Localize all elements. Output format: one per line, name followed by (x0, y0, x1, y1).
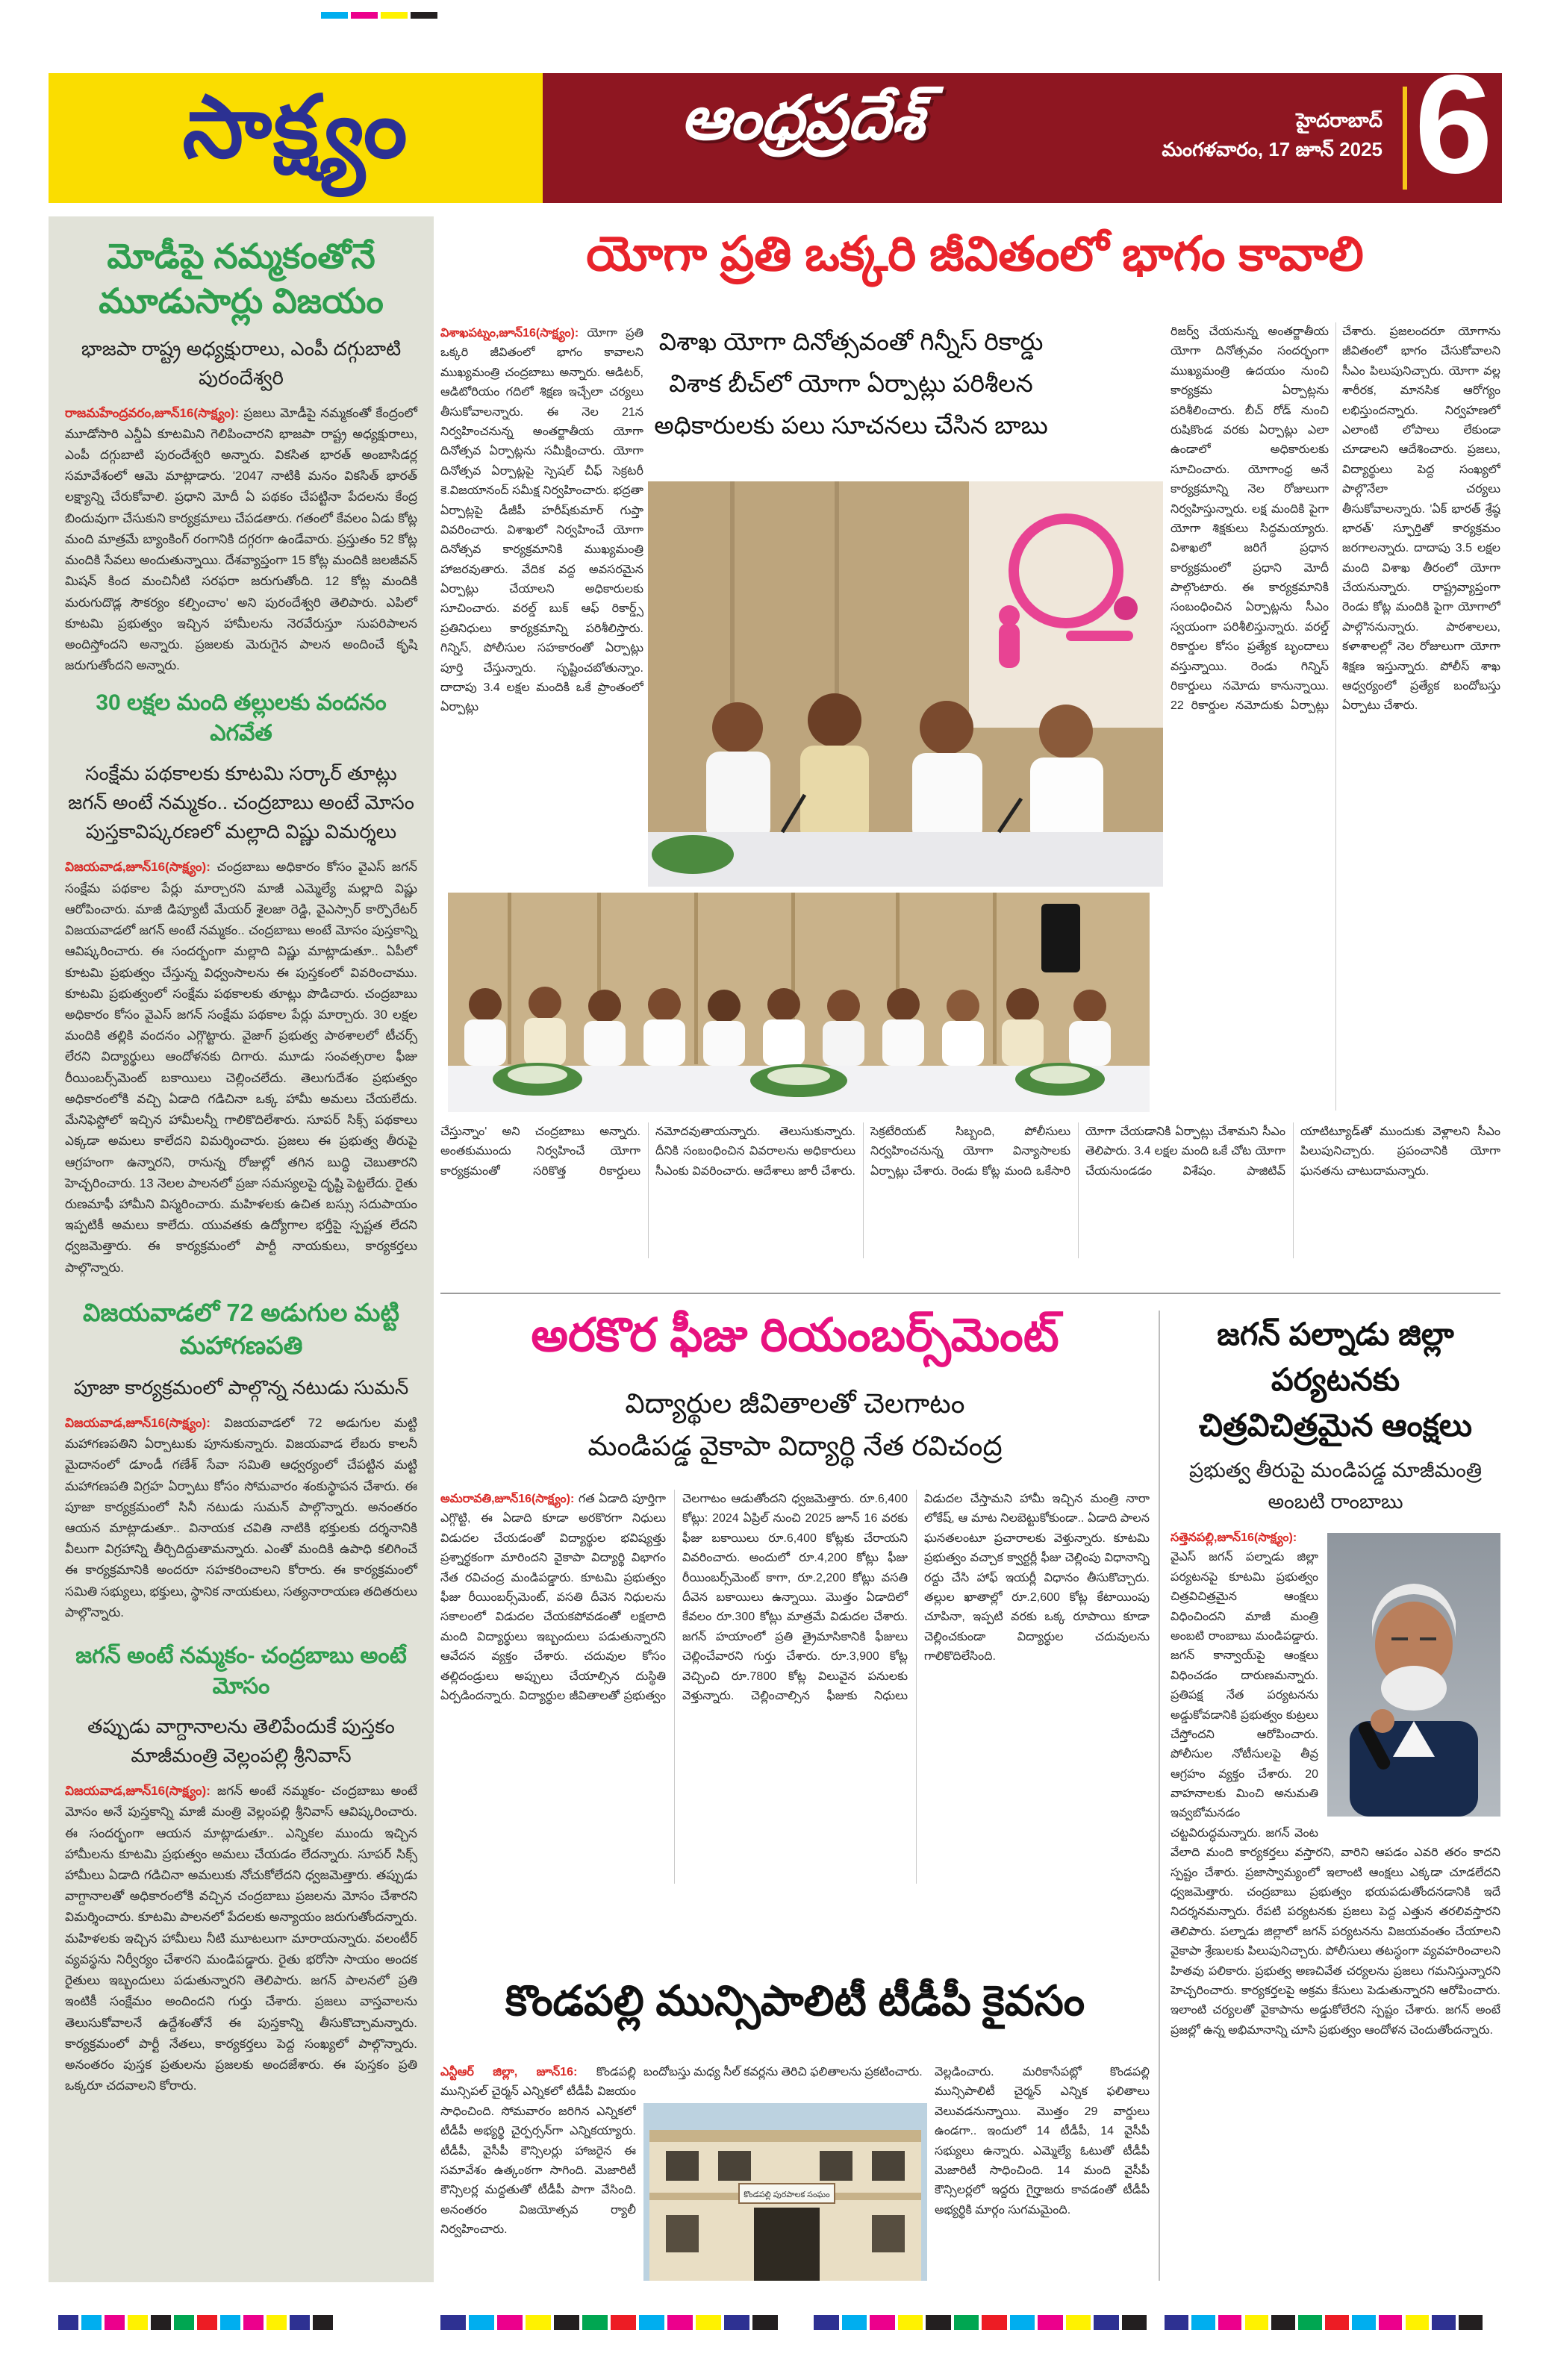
color-bar-segment (321, 12, 348, 19)
newspaper-logo: సాక్ష్యం (182, 78, 409, 175)
color-bar-segment (870, 2315, 895, 2330)
registration-bar-group (440, 2315, 781, 2330)
color-bar-segment (1459, 2315, 1483, 2330)
dateline: విశాఖపట్నం,జూన్16(సాక్ష్యం): (440, 327, 579, 340)
color-bar-segment (1379, 2315, 1403, 2330)
top-registration-marks (321, 12, 440, 19)
edition-date: మంగళవారం, 17 జూన్ 2025 (1162, 138, 1383, 160)
registration-bar-group (1165, 2315, 1486, 2330)
page-number: 6 (1415, 46, 1493, 202)
left-article1-body: రాజమహేంద్రవరం,జూన్16(సాక్ష్యం): ప్రజలు మోడీపై నమ్మకంతో కేంద్రంలో మూడోసారి ఎన్డీఏ కూటమిని గెలిపించారని భాజపా రాష్ట్ర అధ్యక్షురాలు, ఎంపీ దగ్గుబాటి పురందేశ్వరి అన్నారు. వికసిత భారత్ అంబాసిడర్ల సమావేశంలో ఆమె మాట్లాడారు. '2047 నాటికి మనం వికసిత్ భారత్ లక్ష్యాన్ని చేరుకోవాలి. ప్రధాని మోదీ ఏ పథకం చేపట్టినా పేదలను కేంద్ర బిందువుగా చేసుకుని కార్యక్రమాలు చేపడతారు. గతంలో కేవలం ఏడు కోట్ల మంది మాత్రమే బ్యాంకింగ్ రంగానికి దగ్గరగా ఉండేవారు. ప్రస్తుతం 52 కోట్ల మందికి సేవలు అందుతున్నాయి. దేశవ్యాప్తంగా 15 కోట్ల మందికి జలజీవన్ మిషన్ కింద మంచినీటి సరఫరా జరుగుతోంది. 12 కోట్ల మందికి మరుగుదొడ్ల సౌకర్యం కల్పించాం' అని పురందేశ్వరి తెలిపారు. ఎపిలో కూటమి ప్రభుత్వం ఇచ్చిన హామీలను నెరవేరుస్తూ సుపరిపాలన అందిస్తోందని అన్నారు. ప్రజలకు మెరుగైన పాలన అందించే కృషి జరుగుతోందని అన్నారు. (65, 405, 417, 673)
dateline: అమరావతి,జూన్16(సాక్ష్యం): (440, 1493, 575, 1505)
meeting-photo-illustration (648, 481, 1163, 887)
left-article2-subhead: పూజా కార్యక్రమంలో పాల్గొన్న నటుడు సుమన్ (73, 1375, 409, 1399)
dateline: ఎన్టీఆర్ జిల్లా, జూన్16: (440, 2066, 578, 2078)
color-bar-segment (351, 12, 378, 19)
conference-photo-illustration (448, 893, 1150, 1112)
left-article1-subhead2: సంక్షేమ పథకాలకు కూటమి సర్కార్ తూట్లు జగన్ అంటే నమ్మకం.. చంద్రబాబు అంటే మోసం పుస్తకావిష్కరణలో మల్లాది విష్ణు విమర్శలు (68, 762, 414, 843)
dateline: విజయవాడ,జూన్16(సాక్ష్యం): (65, 860, 211, 875)
color-bar-segment (926, 2315, 951, 2330)
color-bar-segment (526, 2315, 551, 2330)
masthead-logo-panel (49, 73, 543, 203)
color-bar-segment (954, 2315, 979, 2330)
left-article2-headline: విజయవాడలో 72 అడుగుల మట్టి మహాగణపతి (83, 1298, 399, 1360)
color-bar-segment (243, 2315, 264, 2330)
left-article2-body: విజయవాడ,జూన్16(సాక్ష్యం): విజయవాడలో 72 అడుగుల మట్టి మహాగణపతిని ఏర్పాటుకు పూనుకున్నారు. విజయవాడ లేబరు కాలనీ మైదానంలో డూండీ గణేశ్ సేవా సమితి ఆధ్వర్యంలో చేపట్టిన మట్టి మహాగణపతి విగ్రహ ఏర్పాటు కోసం సోమవారం శంకుస్థాపన చేశారు. ఈ పూజా కార్యక్రమంలో సినీ నటుడు సుమన్ పాల్గొన్నారు. అనంతరం ఆయన మాట్లాడుతూ.. వినాయక చవితి నాటికి భక్తులకు దర్శనానికి వీలుగా విగ్రహాన్ని తీర్చిదిద్దుతామన్నారు. ఎంతో మందికి ఉపాధి కలిగించే ఈ కార్యక్రమానికి అందరూ సహకరించాలని కోరారు. ఈ కార్యక్రమంలో సమితి సభ్యులు, భక్తులు, స్థానిక నాయకులు, సత్యనారాయణ తదితరులు పాల్గొన్నారు. (65, 1415, 417, 1620)
jagan-article-headline: జగన్ పల్నాడు జిల్లా పర్యటనకు చిత్రవిచిత్రమైన ఆంక్షలు (1198, 1317, 1473, 1443)
color-bar-segment (174, 2315, 194, 2330)
registration-bar-group (58, 2315, 336, 2330)
color-bar-segment (1191, 2315, 1215, 2330)
jagan-article-subhead: ప్రభుత్వ తీరుపై మండిపడ్డ మాజీమంత్రి అంబటి రాంబాబు (1189, 1459, 1482, 1513)
color-bar-segment (1010, 2315, 1035, 2330)
color-bar-segment (898, 2315, 923, 2330)
dateline: విజయవాడ,జూన్16(సాక్ష్యం): (65, 1415, 211, 1430)
color-bar-segment (1271, 2315, 1295, 2330)
color-bar-segment (1245, 2315, 1269, 2330)
color-bar-segment (411, 12, 437, 19)
jagan-article-body: సత్తెనపల్లి,జూన్16(సాక్ష్యం): వైఎస్ జగన్ పల్నాడు జిల్లా పర్యటనపై కూటమి ప్రభుత్వం చిత్రవిచిత్రమైన ఆంక్షలు విధించిందని మాజీ మంత్రి అంబటి రాంబాబు మండిపడ్డారు. జగన్ కాన్వాయ్‌పై ఆంక్షలు విధించడం దారుణమన్నారు. ప్రతిపక్ష నేత పర్యటనను అడ్డుకోవడానికి ప్రభుత్వం కుట్రలు చేస్తోందని ఆరోపించారు. పోలీసుల నోటీసులపై తీవ్ర ఆగ్రహం వ్యక్తం చేశారు. 20 వాహనాలకు మించి అనుమతి ఇవ్వబోమనడం చట్టవిరుద్ధమన్నారు. జగన్ వెంట వేలాది మంది కార్యకర్తలు వస్తారని, వారిని ఆపడం ఎవరి తరం కాదని స్పష్టం చేశారు. ప్రజాస్వామ్యంలో ఇలాంటి ఆంక్షలు ఎక్కడా చూడలేదని ధ్వజమెత్తారు. చంద్రబాబు ప్రభుత్వం భయపడుతోందనడానికి ఇదే నిదర్శనమన్నారు. రేపటి పర్యటనకు ప్రజలు పెద్ద ఎత్తున తరలివస్తారని తెలిపారు. పల్నాడు జిల్లాలో జగన్ పర్యటనను విజయవంతం చేయాలని వైకాపా శ్రేణులకు పిలుపునిచ్చారు. పోలీసులు తటస్థంగా వ్యవహరించాలని హితవు పలికారు. ప్రభుత్వ అణచివేత చర్యలను ప్రజలు గమనిస్తున్నారని హెచ్చరించారు. కార్యకర్తలపై అక్రమ కేసులు పెడుతున్నారని ఆరోపించారు. ఇలాంటి చర్యలతో వైకాపాను అడ్డుకోలేరని స్పష్టం చేశారు. జగన్ అంటే ప్రజల్లో ఉన్న అభిమానాన్ని చూసి ప్రభుత్వం ఆందోళన చెందుతోందన్నారు. (1171, 1531, 1500, 2037)
left-article3-body: విజయవాడ,జూన్16(సాక్ష్యం): జగన్ అంటే నమ్మకం- చంద్రబాబు అంటే మోసం అనే పుస్తకాన్ని మాజీ మంత్రి వెల్లంపల్లి శ్రీనివాస్ ఆవిష్కరించారు. ఈ సందర్భంగా ఆయన మాట్లాడుతూ.. ఎన్నికల ముందు ఇచ్చిన హామీలను కూటమి ప్రభుత్వం అమలు చేయడం లేదన్నారు. సూపర్ సిక్స్ హామీలు ఏడాది గడిచినా అమలుకు నోచుకోలేదని ధ్వజమెత్తారు. తప్పుడు వాగ్దానాలతో అధికారంలోకి వచ్చిన చంద్రబాబు ప్రజలను మోసం చేశారని విమర్శించారు. కూటమి పాలనలో పేదలకు అన్యాయం జరుగుతోందన్నారు. మహిళలకు ఇచ్చిన హామీలు నీటి మూటలుగా మారాయన్నారు. వలంటీర్ వ్యవస్థను నిర్వీర్యం చేశారని మండిపడ్డారు. రైతు భరోసా సాయం అందక రైతులు ఇబ్బందులు పడుతున్నారని తెలిపారు. జగన్ పాలనలో ప్రతి ఇంటికీ సంక్షేమం అందిందని గుర్తు చేశారు. ప్రజలు వాస్తవాలను తెలుసుకోవాలనే ఉద్దేశంతోనే ఈ పుస్తకాన్ని తీసుకొచ్చామన్నారు. కార్యక్రమంలో పార్టీ నేతలు, కార్యకర్తలు పెద్ద సంఖ్యలో పాల్గొన్నారు. అనంతరం పుస్తక ప్రతులను ప్రజలకు అందజేశారు. ఈ పుస్తకం ప్రతి ఒక్కరూ చదవాలని కోరారు. (65, 1784, 417, 2093)
color-bar-segment (1165, 2315, 1188, 2330)
color-bar-segment (639, 2315, 664, 2330)
color-bar-segment (151, 2315, 171, 2330)
color-bar-segment (266, 2315, 287, 2330)
yoga-article-deck: విశాఖ యోగా దినోత్సవంతో గిన్నీస్ రికార్డు విశాక బీచ్‌లో యోగా ఏర్పాట్లు పరిశీలన అధికారులకు పలు సూచనలు చేసిన బాబు (654, 328, 1048, 440)
horizontal-divider (440, 1293, 1500, 1294)
color-bar-segment (58, 2315, 78, 2330)
color-bar-segment (1298, 2315, 1322, 2330)
color-bar-segment (81, 2315, 102, 2330)
color-bar-segment (1325, 2315, 1349, 2330)
photo-conference-wide (448, 893, 1150, 1112)
color-bar-segment (1122, 2315, 1147, 2330)
color-bar-segment (582, 2315, 608, 2330)
yoga-article-right-columns: రిజర్వ్ చేయనున్న అంతర్జాతీయ యోగా దినోత్సవం సందర్భంగా ముఖ్యమంత్రి ఉదయం నుంచి కార్యక్రమ ఏర్పాట్లను పరిశీలించారు. బీచ్ రోడ్ నుంచి రుషికొండ వరకు ఏర్పాట్లు ఎలా ఉండాలో అధికారులకు సూచించారు. యోగాంధ్ర అనే కార్యక్రమాన్ని నెల రోజులుగా నిర్వహిస్తున్నారు. లక్ష మందికి పైగా యోగా శిక్షకులు సిద్ధమయ్యారు. విశాఖలో జరిగే ప్రధాన కార్యక్రమంలో ప్రధాని మోదీ పాల్గొంటారు. ఈ కార్యక్రమానికి సంబంధించిన ఏర్పాట్లను సీఎం స్వయంగా పరిశీలిస్తున్నారు. వరల్డ్ రికార్డుల కోసం ప్రత్యేక బృందాలు వస్తున్నాయి. రెండు గిన్నిస్ రికార్డులు నమోదు కానున్నాయి. 22 రికార్డుల నమోదుకు ఏర్పాట్లు చేశారు. ప్రజలందరూ యోగాను జీవితంలో భాగం చేసుకోవాలని సీఎం పిలుపునిచ్చారు. యోగా వల్ల శారీరక, మానసిక ఆరోగ్యం లభిస్తుందన్నారు. నిర్వహణలో ఎలాంటి లోపాలు లేకుండా చూడాలని ఆదేశించారు. ప్రజలు, విద్యార్థులు పెద్ద సంఖ్యలో పాల్గొనేలా చర్యలు తీసుకోవాలన్నారు. 'ఏక్ భారత్ శ్రేష్ఠ భారత్' స్ఫూర్తితో కార్యక్రమం జరగాలన్నారు. దాదాపు 3.5 లక్షల మంది విశాఖ తీరంలో యోగా చేయనున్నారు. రాష్ట్రవ్యాప్తంగా రెండు కోట్ల మందికి పైగా యోగాలో పాల్గొననున్నారు. పాఠశాలలు, కళాశాలల్లో నెల రోజులుగా యోగా శిక్షణ ఇస్తున్నారు. పోలీస్ శాఖ ఆధ్వర్యంలో ప్రత్యేక బందోబస్తు ఏర్పాటు చేశారు. (1171, 325, 1500, 713)
left-article3-subhead: తప్పుడు వాగ్దానాలను తెలిపేందుకే పుస్తకం మాజీమంత్రి వెల్లంపల్లి శ్రీనివాస్ (87, 1715, 395, 1767)
color-bar-segment (1432, 2315, 1456, 2330)
left-article1-headline: మోడీపై నమ్మకంతోనే మూడుసార్లు విజయం (99, 237, 384, 320)
color-bar-segment (497, 2315, 523, 2330)
color-bar-segment (105, 2315, 125, 2330)
color-bar-segment (313, 2315, 333, 2330)
color-bar-segment (554, 2315, 579, 2330)
dateline: సత్తెనపల్లి,జూన్16(సాక్ష్యం): (1171, 1531, 1297, 1544)
masthead-section-banner (543, 46, 1502, 203)
color-bar-segment (290, 2315, 310, 2330)
color-bar-segment (1218, 2315, 1242, 2330)
left-article3-crosshead: జగన్ అంటే నమ్మకం- చంద్రబాబు అంటే మోసం (75, 1643, 407, 1699)
color-bar-segment (1038, 2315, 1063, 2330)
color-bar-segment (752, 2315, 778, 2330)
color-bar-segment (1066, 2315, 1091, 2330)
building-photo-illustration (643, 2103, 927, 2281)
color-bar-segment (724, 2315, 749, 2330)
fee-article-headline: అరకొర ఫీజు రియంబర్స్‌మెంట్ (531, 1310, 1059, 1361)
color-bar-segment (667, 2315, 693, 2330)
dateline: రాజమహేంద్రవరం,జూన్16(సాక్ష్యం): (65, 405, 240, 420)
speaker-photo-illustration (1327, 1533, 1500, 1817)
color-bar-segment (197, 2315, 217, 2330)
edition-dateline (1136, 106, 1383, 164)
registration-bar-group (814, 2315, 1150, 2330)
kondapalli-col3: వెల్లడించారు. మరికాసేపట్లో కొండపల్లి మున్సిపాలిటీ చైర్మన్ ఎన్నిక ఫలితాలు వెలువడనున్నాయి. మొత్తం 29 వార్డులు ఉండగా.. ఇందులో 14 టీడీపీ, 14 వైసీపీ సభ్యులు ఉన్నారు. ఎమ్మెల్యే ఓటుతో టీడీపీ మెజారిటీ సాధించింది. 14 మంది వైసీపీ కౌన్సిలర్లలో ఇద్దరు గైర్హాజరు కావడంతో టీడీపీ అభ్యర్థికి మార్గం సుగమమైంది. (935, 2066, 1150, 2217)
color-bar-segment (381, 12, 408, 19)
yoga-article-bottom-columns: చేస్తున్నాం' అని చంద్రబాబు అన్నారు. అంతకుముందు నిర్వహించే యోగా కార్యక్రమంతో సరికొత్త రికార్డులు నమోదవుతాయన్నారు. తెలుసుకున్నారు. దీనికి సంబంధించిన వివరాలను అధికారులు సీఎంకు వివరించారు. ఆదేశాలు జారీ చేశారు. సెక్రటేరియట్ సిబ్బంది, పోలీసులు నిర్వహించనున్న యోగా విన్యాసాలకు ఏర్పాట్లు చేశారు. రెండు కోట్ల మంది ఒకేసారి యోగా చేయడానికి ఏర్పాట్లు చేశామని సీఎం తెలిపారు. 3.4 లక్షల మంది ఒకే చోట యోగా చేయనుండడం విశేషం. పాజిటివ్ యాటిట్యూడ్‌తో ముందుకు వెళ్లాలని సీఎం పిలుపునిచ్చారు. ప్రపంచానికి యోగా ఘనతను చాటుదామన్నారు. (440, 1125, 1500, 1178)
color-bar-segment (1352, 2315, 1376, 2330)
color-bar-segment (611, 2315, 636, 2330)
yoga-article-col1: విశాఖపట్నం,జూన్16(సాక్ష్యం): యోగా ప్రతి ఒక్కరి జీవితంలో భాగం కావాలని ముఖ్యమంత్రి చంద్రబాబు అన్నారు. ఆడిటర్, ఆడిటోరియం గదిలో శిక్షణ ఇచ్చేలా చర్యలు తీసుకోవాలన్నారు. ఈ నెల 21న నిర్వహించనున్న అంతర్జాతీయ యోగా దినోత్సవ ఏర్పాట్లను సమీక్షించారు. యోగా దినోత్సవ ఏర్పాట్లపై స్పెషల్ చీఫ్ సెక్రటరీ కె.విజయానంద్ సమీక్ష నిర్వహించారు. భద్రతా ఏర్పాట్లపై డీజీపీ హరీష్‌కుమార్ గుప్తా వివరించారు. విశాఖలో నిర్వహించే యోగా దినోత్సవ కార్యక్రమానికి ముఖ్యమంత్రి హాజరవుతారు. వేదిక వద్ద అవసరమైన ఏర్పాట్లు చేయాలని అధికారులకు సూచించారు. వరల్డ్ బుక్ ఆఫ్ రికార్డ్స్ ప్రతినిధులు కార్యక్రమాన్ని పరిశీలిస్తారు. గిన్నిస్, పోలీసుల సహకారంతో ఏర్పాట్లు పూర్తి చేస్తున్నారు. సృష్టించబోతున్నాం. దాదాపు 3.4 లక్షల మందికి ఒకే ప్రాంతంలో ఏర్పాట్లు (440, 327, 643, 714)
color-bar-segment (128, 2315, 148, 2330)
section-title: ఆంధ్రప్రదేశ్ (681, 84, 925, 152)
color-bar-segment (440, 2315, 466, 2330)
color-bar-segment (469, 2315, 494, 2330)
page-number-divider (1403, 87, 1407, 190)
color-bar-segment (1406, 2315, 1430, 2330)
edition-city: హైదరాబాద్ (1296, 109, 1383, 131)
yoga-article-headline: యోగా ప్రతి ఒక్కరి జీవితంలో భాగం కావాలి (586, 227, 1364, 281)
color-bar-segment (696, 2315, 721, 2330)
photo-yoga-review-meeting (648, 481, 1163, 887)
kondapalli-headline: కొండపల్లి మున్సిపాలిటీ టీడీపీ కైవసం (505, 1977, 1085, 2024)
vertical-divider (1159, 1311, 1160, 2281)
kondapalli-col1: ఎన్టీఆర్ జిల్లా, జూన్16: కొండపల్లి మున్సిపల్ చైర్మన్ ఎన్నికలో టీడీపీ విజయం సాధించింది. సోమవారం జరిగిన ఎన్నికలో టీడీపీ అభ్యర్థి చైర్పర్సన్‌గా ఎన్నికయ్యారు. టీడీపీ, వైసీపీ కౌన్సిలర్లు హాజరైన ఈ సమావేశం ఉత్కంఠగా సాగింది. మెజారిటీ కౌన్సిలర్ల మద్దతుతో టీడీపీ పాగా వేసింది. అనంతరం విజయోత్సవ ర్యాలీ నిర్వహించారు. (440, 2066, 636, 2237)
color-bar-segment (814, 2315, 839, 2330)
photo-municipal-building (643, 2103, 927, 2281)
left-article1-subhead: భాజపా రాష్ట్ర అధ్యక్షురాలు, ఎంపీ దగ్గుబాటి పురందేశ్వరి (81, 337, 402, 389)
dateline: విజయవాడ,జూన్16(సాక్ష్యం): (65, 1784, 211, 1799)
color-bar-segment (220, 2315, 240, 2330)
bottom-registration-bars (0, 2315, 1543, 2330)
color-bar-segment (842, 2315, 867, 2330)
fee-article-body: అమరావతి,జూన్16(సాక్ష్యం): గత ఏడాది పూర్తిగా ఎగ్గొట్టి, ఈ ఏడాది కూడా అరకొరగా నిధులు విడుదల చేయడంతో విద్యార్థుల భవిష్యత్తు ప్రశ్నార్థకంగా మారిందని వైకాపా విద్యార్థి విభాగం నేత రవిచంద్ర మండిపడ్డారు. కూటమి ప్రభుత్వం ఫీజు రీయింబర్స్‌మెంట్, వసతి దీవెన నిధులను సకాలంలో విడుదల చేయకపోవడంతో లక్షలాది మంది విద్యార్థులు ఇబ్బందులు పడుతున్నారని ఆవేదన వ్యక్తం చేశారు. చదువుల కోసం తల్లిదండ్రులు అప్పులు చేయాల్సిన దుస్థితి ఏర్పడిందన్నారు. విద్యార్థుల జీవితాలతో ప్రభుత్వం చెలగాటం ఆడుతోందని ధ్వజమెత్తారు. రూ.6,400 కోట్లు: 2024 ఏప్రిల్ నుంచి 2025 జూన్ 16 వరకు ఫీజు బకాయిలు రూ.6,400 కోట్లకు చేరాయని వివరించారు. అందులో రూ.4,200 కోట్లు ఫీజు రీయింబర్స్‌మెంట్ కాగా, రూ.2,200 కోట్లు వసతి దీవెన బకాయిలు ఉన్నాయి. మొత్తం ఏడాదిలో కేవలం రూ.300 కోట్లు మాత్రమే విడుదల చేశారు. జగన్ హయాంలో ప్రతి త్రైమాసికానికి ఫీజులు చెల్లించేవారని గుర్తు చేశారు. రూ.3,900 కోట్ల వెచ్చించి రూ.7800 కోట్ల విలువైన పనులకు వెళ్తున్నారు. చెల్లించాల్సిన ఫీజుకు నిధులు విడుదల చేస్తామని హామీ ఇచ్చిన మంత్రి నారా లోకేష్, ఆ మాట నిలబెట్టుకోకుండా.. ఏడాది పాలన ఘనతలంటూ ప్రచారాలకు వెళ్తున్నారు. కూటమి ప్రభుత్వం వచ్చాక క్వార్టర్లీ ఫీజు చెల్లింపు విధానాన్ని రద్దు చేసి హాఫ్ ఇయర్లీ విధానం తీసుకొచ్చారు. తల్లుల ఖాతాల్లో రూ.2,600 కోట్ల కేటాయింపు చూపినా, ఇప్పటి వరకు ఒక్క రూపాయి కూడా చెల్లించకుండా విద్యార్థుల చదువులను గాలికొదిలేసింది. (440, 1493, 1150, 1702)
building-sign-text: కొండపల్లి పురపాలక సంఘం (744, 2190, 830, 2199)
fee-article-deck: విద్యార్థుల జీవితాలతో చెలగాటం మండిపడ్డ వైకాపా విద్యార్థి నేత రవిచంద్ర (587, 1388, 1003, 1462)
color-bar-segment (982, 2315, 1007, 2330)
kondapalli-col2: బందోబస్తు మధ్య సీల్ కవర్లను తెరిచి ఫలితాలను ప్రకటించారు. (643, 2066, 923, 2078)
left-column (49, 216, 434, 2282)
color-bar-segment (1094, 2315, 1119, 2330)
photo-ambati-rambabu (1327, 1533, 1500, 1817)
left-article1-crosshead: 30 లక్షల మంది తల్లులకు వందనం ఎగవేత (96, 690, 387, 746)
left-article1-body2: విజయవాడ,జూన్16(సాక్ష్యం): చంద్రబాబు అధికారం కోసం వైఎస్ జగన్ సంక్షేమ పథకాల పేర్లు మార్చారని మాజీ ఎమ్మెల్యే మల్లాది విష్ణు ఆరోపించారు. మాజీ డిప్యూటీ మేయర్ శైలజా రెడ్డి, వైఎస్సార్ కార్పొరేటర్ విజయవాడలో జగన్ అంటే నమ్మకం.. చంద్రబాబు అంటే మోసం పుస్తకాన్ని ఆవిష్కరించారు. ఈ సందర్భంగా మల్లాది విష్ణు మాట్లాడుతూ.. ఏపీలో కూటమి ప్రభుత్వం చేస్తున్న విధ్వంసాలను ఈ పుస్తకంలో వివరించాము. కూటమి ప్రభుత్వంలో సంక్షేమ పథకాలకు తూట్లు పొడిచారు. చంద్రబాబు అధికారం కోసం వైఎస్ జగన్ సంక్షేమ పథకాల పేర్లు మార్చారు. 30 లక్షల మందికి తల్లికి వందనం ఎగ్గొట్టారు. వైజాగ్ ప్రభుత్వ పాఠశాలలో టీచర్స్ లేరని విద్యార్థులు ఆందోళనకు దిగారు. మూడు సంవత్సరాల ఫీజు రీయింబర్స్‌మెంట్ బకాయిలు చెల్లించలేదు. తెలుగుదేశం ప్రభుత్వం అధికారంలోకి వచ్చి ఏడాది గడిచినా ఒక్క హామీ అమలు చేయలేదు. మేనిఫెస్టోలో ఇచ్చిన హామీలన్నీ గాలికొదిలేశారు. సూపర్ సిక్స్ పథకాలు ఎక్కడా అమలు కాలేదని విమర్శించారు. ప్రజలు ఈ ప్రభుత్వ తీరుపై ఆగ్రహంగా ఉన్నారని, రానున్న రోజుల్లో తగిన బుద్ధి చెబుతారని హెచ్చరించారు. 13 నెలల పాలనలో ప్రజా సమస్యలపై దృష్టి పెట్టలేదు. రైతు రుణమాఫీ హామీని విస్మరించారు. మహిళలకు ఉచిత బస్సు సదుపాయం ఇప్పటికీ అమలు కాలేదు. యువతకు ఉద్యోగాల భర్తీపై స్పష్టత లేదని ధ్వజమెత్తారు. ఈ కార్యక్రమంలో పార్టీ నాయకులు, కార్యకర్తలు పాల్గొన్నారు. (65, 860, 417, 1275)
